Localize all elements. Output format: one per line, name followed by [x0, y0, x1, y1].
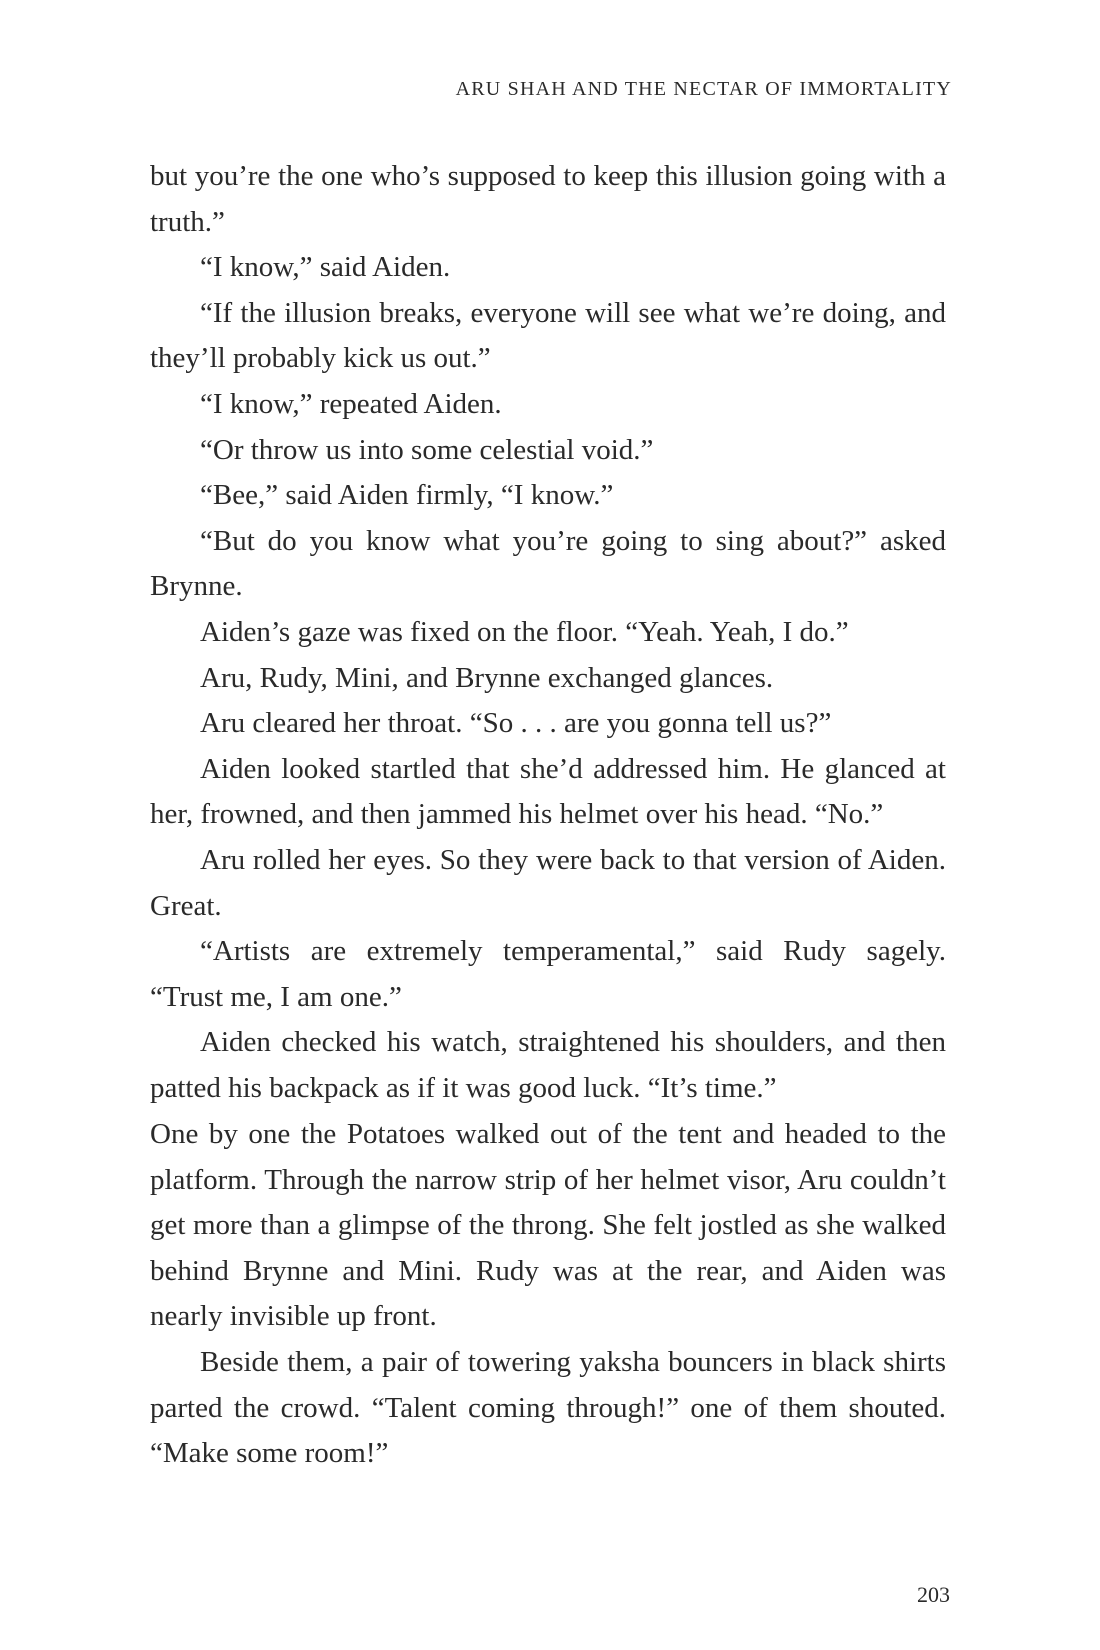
paragraph: but you’re the one who’s supposed to keep this illusion going with a truth.” [150, 160, 946, 238]
paragraph: Aiden checked his watch, straightened his shoulders, and then patted his backpack as if it was good luck. “It’s time.” [150, 1026, 946, 1104]
paragraph: Aiden looked startled that she’d addressed him. He glanced at her, frowned, and then jammed his helmet over his head. “No.” [150, 752, 946, 831]
paragraph: Aru, Rudy, Mini, and Brynne exchanged glances. [200, 661, 774, 694]
paragraph: “Or throw us into some celestial void.” [200, 433, 654, 466]
paragraph: Aiden’s gaze was fixed on the floor. “Yeah. Yeah, I do.” [200, 615, 849, 648]
paragraph: “If the illusion breaks, everyone will see what we’re doing, and they’ll probably kick us out.” [150, 296, 946, 375]
paragraph: “Bee,” said Aiden firmly, “I know.” [200, 479, 614, 512]
paragraph: Aru cleared her throat. “So . . . are you gonna tell us?” [200, 707, 832, 740]
paragraph: Beside them, a pair of towering yaksha bouncers in black shirts parted the crowd. “Talent coming through!” one of them shouted. “Make some room!” [150, 1345, 946, 1470]
paragraph: “But do you know what you’re going to sing about?” asked Brynne. [150, 524, 946, 603]
text-section-2 [150, 1112, 946, 1477]
paragraph: One by one the Potatoes walked out of the tent and headed to the platform. Through the narrow strip of her helmet visor, Aru couldn’t get more than a glimpse of the throng. She felt jostled as she walked behind Brynne and Mini. Rudy was at the rear, and Aiden was nearly invisible up front. [150, 1118, 946, 1333]
paragraph: “I know,” repeated Aiden. [200, 387, 502, 420]
paragraph: Aru rolled her eyes. So they were back to that version of Aiden. Great. [150, 843, 946, 922]
page-number: 203 [917, 1582, 950, 1607]
text-section-1 [150, 154, 946, 1111]
running-head: ARU SHAH AND THE NECTAR OF IMMORTALITY [455, 78, 952, 100]
paragraph: “Artists are extremely temperamental,” said Rudy sagely. “Trust me, I am one.” [150, 935, 946, 1013]
paragraph: “I know,” said Aiden. [200, 251, 451, 284]
